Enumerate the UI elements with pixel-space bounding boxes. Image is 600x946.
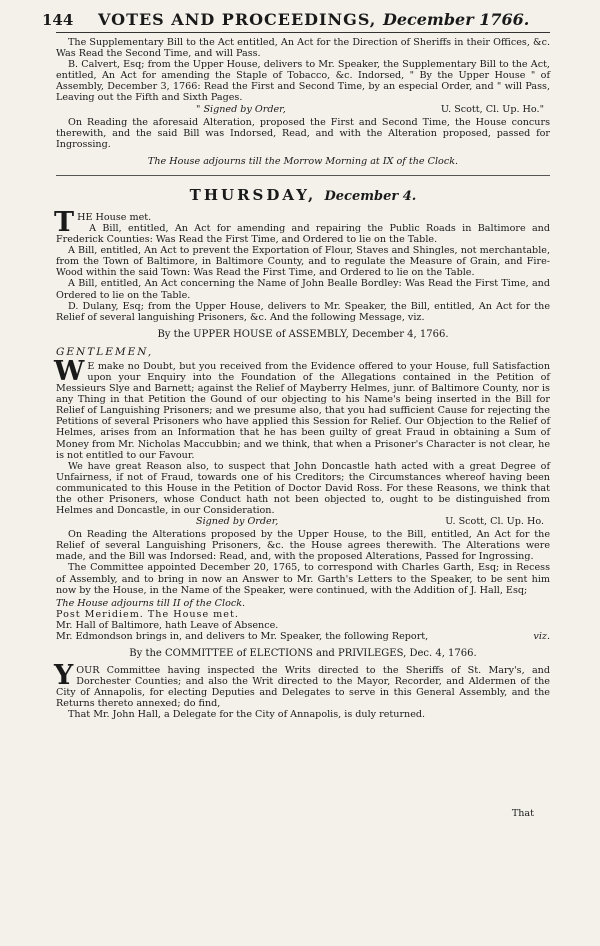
signed-by-order: " Signed by Order, [196, 103, 286, 115]
committee-paragraph-1 [54, 660, 550, 710]
section-divider [56, 175, 550, 176]
day-date: December 4. [324, 188, 417, 204]
catchword: That [511, 808, 534, 819]
page-number: 144 [42, 11, 74, 29]
message-paragraph-1 [54, 355, 550, 461]
roads-bill-paragraph: A Bill, entitled, An Act for amending and repairing the Public Roads in Baltimore and Frederick Counties: Was Read the First Time, and Ordered to lie on the Table. [56, 222, 550, 246]
message-signature-line [196, 516, 544, 527]
house-met-text: HE House met. [77, 211, 152, 223]
signature-line [196, 104, 544, 115]
adjournment-note: The House adjourns till the Morrow Morning at IX of the Clock. [147, 155, 459, 167]
sheriffs-bill-paragraph: The Supplementary Bill to the Act entitled, An Act for the Direction of Sheriffs in their Offices, &c. Was Read the Second Time, and will Pass. [56, 37, 550, 60]
flour-bill-paragraph: A Bill, entitled, An Act to prevent the Exportation of Flour, Staves and Shingles, not merchantable, from the Town of Baltimore, in Baltimore County, and to regulate the Measure of Grain, and Fire-Wood within the said Town: Was Read the First Time, and Ordered to lie on the Table. [56, 245, 550, 279]
day-heading [56, 186, 550, 204]
upper-house-heading: By the UPPER HOUSE of ASSEMBLY, December 4, 1766. [157, 328, 449, 340]
alteration-paragraph: On Reading the aforesaid Alteration, proposed the First and Second Time, the House concurs therewith, and the said Bill was Indorsed, Read, and with the Alteration proposed, passed for Ingrossing. [56, 116, 550, 150]
edmondson-report-viz: viz. [533, 630, 550, 642]
message-paragraph-1-text: E make no Doubt, but you received from the Evidence offered to your House, full Satisfaction upon your Enquiry into the Foundation of the Allegations contained in the Petition of Messieurs Slye and Barnett; against the Relief of Mayberry Helmes, junr. of Baltimore County, nor is any Thing in that Petition the Gound of our objecting to his Name's being inserted in the Bill for Relief of Languishing Prisoners; and we presume also, that you had sufficient Cause for rejecting the Petitions of several Prisoners who have applied this Session for Relief. Our Objection to the Relief of Helmes, arises from an Information that he has been guilty of great Fraud in obtaining a Sum of Money from Mr. Nicholas Maccubbin; and we think, that when a Prisoner's Character is not clear, he is not entitled to our Favour. [56, 360, 550, 461]
dulany-paragraph: D. Dulany, Esq; from the Upper House, delivers to Mr. Speaker, the Bill, entitled, An Act for the Relief of several languishing Prisoners, &c. And the following Message, viz. [56, 300, 550, 323]
dropcap-t: T [54, 206, 75, 238]
message-signer-name: U. Scott, Cl. Up. Ho. [445, 516, 544, 528]
message-signed-by-order: Signed by Order, [196, 516, 279, 528]
running-title [98, 10, 529, 29]
edmondson-report-text: Mr. Edmondson brings in, and delivers to Mr. Speaker, the following Report, [56, 630, 429, 642]
adjournment-note-2: The House adjourns till II of the Clock. [56, 597, 246, 609]
salutation: GENTLEMEN, [56, 345, 154, 358]
post-meridiem-paragraph: Post Meridiem. The House met. [56, 608, 239, 620]
garth-committee-paragraph: The Committee appointed December 20, 1765, to correspond with Charles Garth, Esq; in Recess of Assembly, and to bring in now an Answer to Mr. Garth's Letters to the Speaker, to be sent him now by the House, in the Name of the Speaker, were continued, with the Addition of J. Hall, Esq; [56, 562, 550, 596]
tobacco-bill-paragraph: B. Calvert, Esq; from the Upper House, delivers to Mr. Speaker, the Supplementary Bill to the Act, entitled, An Act for amending the Staple of Tobacco, &c. Indorsed, " By the Upper House " of Assembly, December 3, 1766: Read the First and Second Time, by an especial Order, and " will Pass, Leaving out the Fifth and Sixth Pages. [56, 59, 550, 104]
signer-name: U. Scott, Cl. Up. Ho." [440, 103, 544, 115]
committee-heading: By the COMMITTEE of ELECTIONS and PRIVILEGES, Dec. 4, 1766. [129, 647, 477, 659]
page-header [42, 10, 550, 33]
message-paragraph-2: We have great Reason also, to suspect that John Doncastle hath acted with a great Degree of Unfairness, if not of Fraud, towards one of his Creditors; the Circumstances whereof having been communicated to this House in the Petition of Doctor David Ross. For these Reasons, we think that the other Prisoners, whose Conduct hath not been objected to, ought to be distinguished from Helmes and Doncastle, in our Consideration. [56, 460, 550, 517]
committee-paragraph-2: That Mr. John Hall, a Delegate for the City of Annapolis, is duly returned. [68, 709, 426, 721]
committee-paragraph-1-text: OUR Committee having inspected the Writs directed to the Sheriffs of St. Mary's, and Dorchester Counties; and also the Writ directed to the Mayor, Recorder, and Aldermen of the City of Annapolis, for electing Deputies and Delegates to serve in this General Assembly, and the Returns thereto annexed; do find, [56, 665, 550, 710]
running-title-main: VOTES AND PROCEEDINGS, [98, 10, 377, 29]
dropcap-y: Y [54, 660, 74, 692]
day-label: THURSDAY, [189, 185, 317, 204]
dropcap-w: W [54, 355, 85, 387]
alterations-agreed-paragraph: On Reading the Alterations proposed by the Upper House, to the Bill, entitled, An Act for the Relief of several Languishing Prisoners, &c. the House agrees therewith. The Alterations were made, and the Bill was Indorsed: Read, and, with the proposed Alterations, Passed for Ingrossing. [56, 529, 550, 563]
edmondson-report-line [56, 631, 550, 642]
running-title-date: December 1766. [382, 10, 530, 29]
bordley-bill-paragraph: A Bill, entitled, An Act concerning the Name of John Bealle Bordley: Was Read the First Time, and Ordered to lie on the Table. [56, 278, 550, 301]
leave-of-absence-paragraph: Mr. Hall of Baltimore, hath Leave of Absence. [56, 619, 279, 631]
